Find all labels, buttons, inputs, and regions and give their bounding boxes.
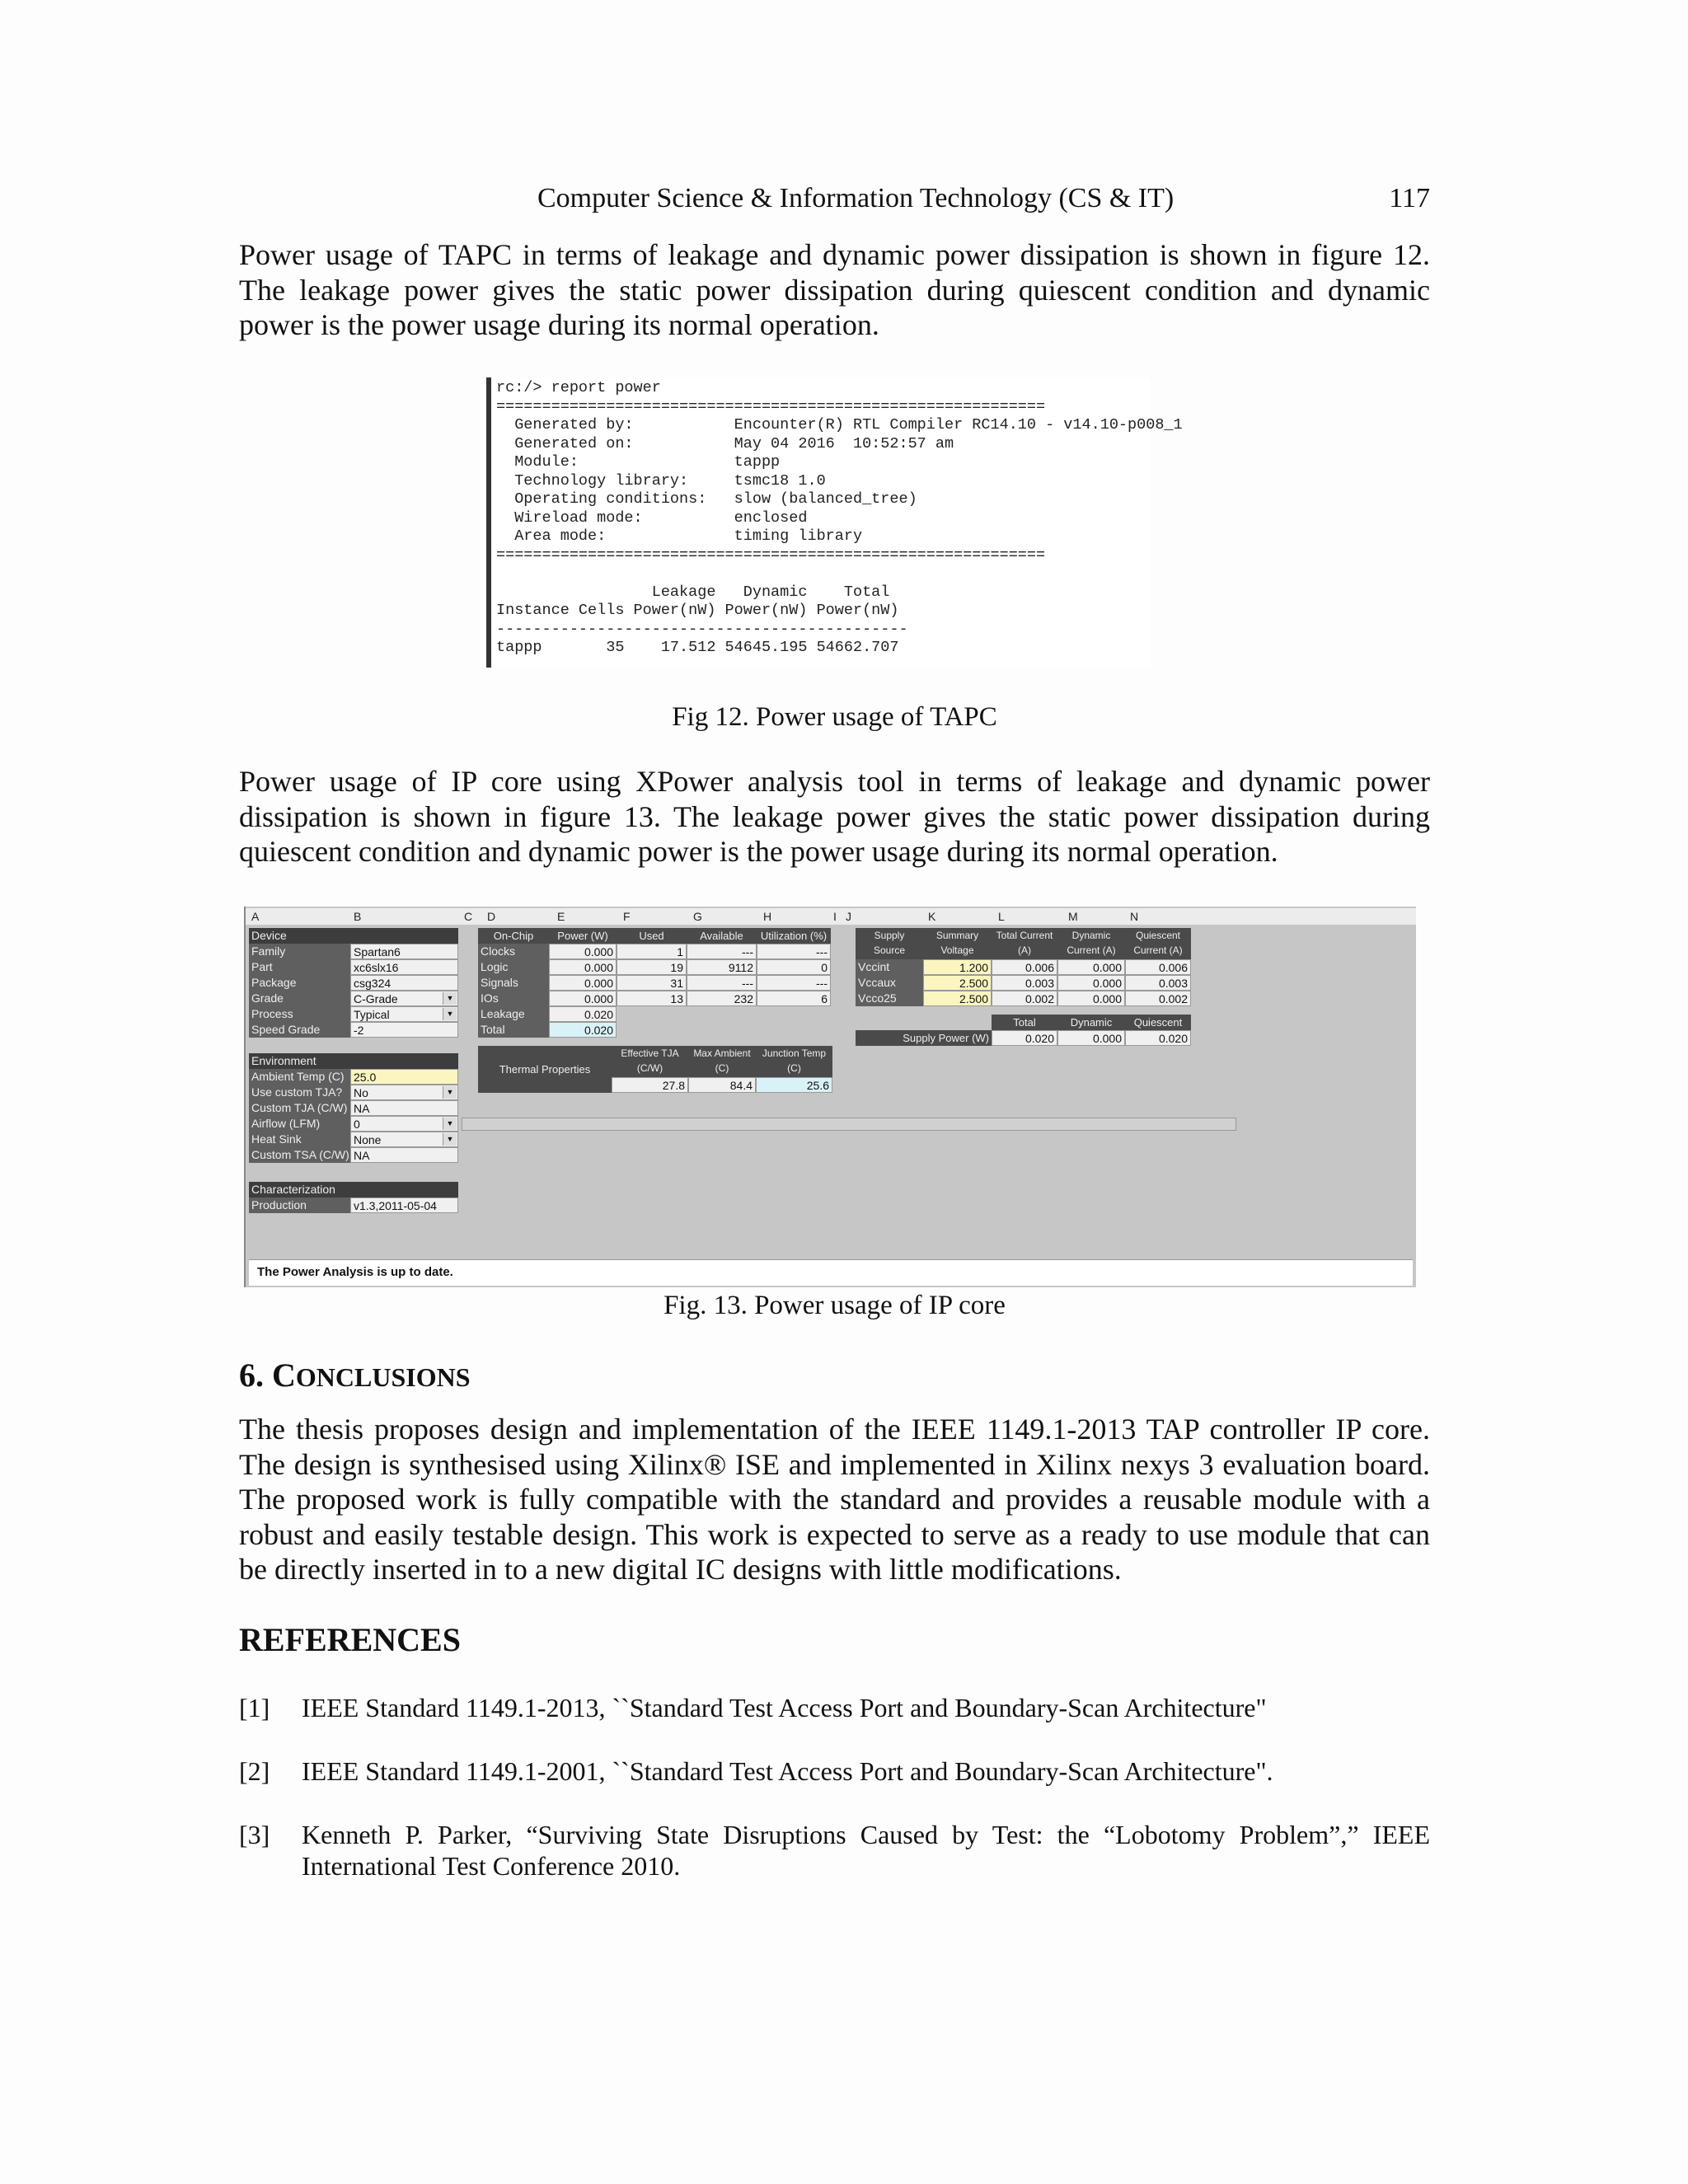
section-title-initial: C	[272, 1357, 296, 1394]
device-header: Device	[249, 928, 458, 944]
reference-number: [1]	[239, 1693, 270, 1722]
environment-value: NA	[350, 1100, 458, 1116]
section-heading-conclusions	[239, 1356, 471, 1394]
supply-cell: 0.006	[992, 959, 1057, 975]
onchip-cell: Signals	[478, 975, 549, 991]
column-letter: M	[1068, 910, 1078, 923]
terminal-text: rc:/> report power ============================================================ Generated by: Encounter(R) RTL Compiler RC14.10 - v14.10-p008_1 Generated on: May 04 2016 10:52:57 am Module: tappp Technology library: tsmc18 1.0 Operating conditions: slow (balanced_tree) Wireload mode: enclosed Area mode: timing library ============================================================ Leakage Dynamic Total Instance Cells Power(nW) Power(nW) Power(nW) --------------------------------------------- tappp 35 17.512 54645.195 54662.707	[496, 379, 1183, 656]
paragraph-conclusions: The thesis proposes design and implementation of the IEEE 1149.1-2013 TAP controller IP core. The design is synthesised using Xilinx® ISE and implemented in Xilinx nexys 3 evaluation board. The proposed work is fully compatible with the standard and provides a reusable module with a robust and easily testable design. This work is expected to serve as a ready to use module that can be directly inserted in to a new digital IC designs with little modifications.	[239, 1413, 1430, 1586]
characterization-value: v1.3,2011-05-04	[350, 1197, 458, 1213]
onchip-header: On-Chip	[478, 928, 549, 944]
device-value: -2	[350, 1022, 458, 1038]
column-letter: K	[928, 910, 936, 923]
leakage-value: 0.020	[549, 1006, 617, 1022]
thermal-value: 84.4	[688, 1077, 756, 1093]
thermal-header: Effective TJA (C/W)	[612, 1046, 688, 1077]
environment-header: Environment	[249, 1053, 458, 1069]
environment-value: 25.0	[350, 1069, 458, 1085]
fig13-caption: Fig. 13. Power usage of IP core	[663, 1291, 1006, 1320]
device-label: Family	[249, 944, 350, 959]
device-select[interactable]: Typical ▼	[350, 1006, 458, 1022]
column-letter: B	[354, 910, 362, 923]
divider-bar	[462, 1118, 1236, 1131]
thermal-header: Max Ambient (C)	[688, 1046, 756, 1077]
onchip-cell: ---	[757, 975, 831, 991]
supply-header: Quiescent Current (A)	[1125, 928, 1191, 959]
column-letter: E	[557, 910, 565, 923]
reference-text: IEEE Standard 1149.1-2013, ``Standard Test Access Port and Boundary-Scan Architecture"	[302, 1693, 1267, 1722]
supply-cell: 2.500	[923, 991, 992, 1006]
supply-cell: 0.006	[1125, 959, 1191, 975]
reference-item	[239, 1819, 1430, 1882]
chevron-down-icon[interactable]: ▼	[443, 992, 457, 1005]
onchip-cell: 1	[617, 944, 687, 959]
thermal-value: 25.6	[756, 1077, 832, 1093]
device-label: Part	[249, 959, 350, 975]
environment-select[interactable]: None ▼	[350, 1132, 458, 1147]
supply-cell: 0.000	[1057, 975, 1125, 991]
supply-header: Dynamic Current (A)	[1057, 928, 1125, 959]
reference-number: [2]	[239, 1756, 270, 1786]
column-letter: L	[998, 910, 1005, 923]
device-label: Grade	[249, 991, 350, 1006]
supply-cell: 0.002	[1125, 991, 1191, 1006]
page-number: 117	[1389, 183, 1430, 213]
onchip-cell: 31	[617, 975, 687, 991]
device-value: csg324	[350, 975, 458, 991]
status-bar: The Power Analysis is up to date.	[249, 1259, 1413, 1286]
supply-cell: 0.003	[992, 975, 1057, 991]
column-letter: N	[1130, 910, 1139, 923]
column-letter: G	[693, 910, 702, 923]
supply-cell: 0.002	[992, 991, 1057, 1006]
supply-cell: Vcco25	[856, 991, 923, 1006]
environment-label: Use custom TJA?	[249, 1085, 350, 1100]
onchip-header: Power (W)	[549, 928, 617, 944]
leakage-label: Leakage	[478, 1006, 549, 1022]
supply-cell: 2.500	[923, 975, 992, 991]
device-value: Spartan6	[350, 944, 458, 959]
thermal-header: Junction Temp (C)	[756, 1046, 832, 1077]
device-label: Process	[249, 1006, 350, 1022]
supply-cell: Vccaux	[856, 975, 923, 991]
reference-item	[239, 1692, 1430, 1723]
journal-title: Computer Science & Information Technology (CS & IT)	[537, 183, 1175, 213]
column-letter: D	[487, 910, 496, 923]
environment-label: Heat Sink	[249, 1132, 350, 1147]
column-letter: H	[763, 910, 772, 923]
supply-power-header: Total	[992, 1015, 1057, 1030]
thermal-label: Thermal Properties	[478, 1046, 612, 1093]
column-letter: I	[833, 910, 837, 923]
supply-cell: Vccint	[856, 959, 923, 975]
environment-value: NA	[350, 1147, 458, 1163]
onchip-cell: IOs	[478, 991, 549, 1006]
fig13-xpower-screenshot	[244, 907, 1416, 1287]
column-letter: F	[623, 910, 631, 923]
section-number: 6.	[239, 1357, 272, 1394]
supply-header: Total Current (A)	[992, 928, 1057, 959]
supply-power-header: Quiescent	[1125, 1015, 1191, 1030]
onchip-cell: 232	[687, 991, 757, 1006]
reference-item	[239, 1755, 1430, 1787]
environment-select[interactable]: 0 ▼	[350, 1116, 458, 1132]
references-heading: REFERENCES	[239, 1621, 461, 1658]
supply-header: Summary Voltage	[923, 928, 992, 959]
onchip-cell: 0.000	[549, 975, 617, 991]
environment-select[interactable]: No ▼	[350, 1085, 458, 1100]
characterization-header: Characterization	[249, 1182, 458, 1197]
paragraph-fig13-intro: Power usage of IP core using XPower analysis tool in terms of leakage and dynamic power dissipation is shown in figure 13. The leakage power gives the static power dissipation during quiescent condition and dynamic power is the power usage during its normal operation.	[239, 765, 1430, 868]
onchip-header: Used	[617, 928, 687, 944]
reference-number: [3]	[239, 1820, 270, 1849]
total-label: Total	[478, 1022, 549, 1038]
supply-power-value: 0.020	[1125, 1030, 1191, 1046]
chevron-down-icon[interactable]: ▼	[443, 1118, 457, 1130]
onchip-cell: Logic	[478, 959, 549, 975]
reference-text: IEEE Standard 1149.1-2001, ``Standard Test Access Port and Boundary-Scan Architecture".	[302, 1756, 1273, 1786]
supply-power-value: 0.000	[1057, 1030, 1125, 1046]
onchip-cell: Clocks	[478, 944, 549, 959]
column-letter: A	[251, 910, 260, 923]
supply-power-header: Dynamic	[1057, 1015, 1125, 1030]
chevron-down-icon[interactable]: ▼	[443, 1008, 457, 1020]
supply-cell: 0.000	[1057, 959, 1125, 975]
environment-label: Custom TJA (C/W)	[249, 1100, 350, 1116]
supply-cell: 1.200	[923, 959, 992, 975]
device-label: Package	[249, 975, 350, 991]
supply-cell: 0.000	[1057, 991, 1125, 1006]
environment-label: Custom TSA (C/W)	[249, 1147, 350, 1163]
supply-cell: 0.003	[1125, 975, 1191, 991]
column-letter: C	[464, 910, 473, 923]
reference-text: Kenneth P. Parker, “Surviving State Disruptions Caused by Test: the “Lobotomy Problem”,” IEEE International Test Conference 2010.	[302, 1820, 1430, 1881]
environment-label: Ambient Temp (C)	[249, 1069, 350, 1085]
supply-power-label: Supply Power (W)	[856, 1030, 992, 1046]
device-label: Speed Grade	[249, 1022, 350, 1038]
total-value: 0.020	[549, 1022, 617, 1038]
onchip-header: Utilization (%)	[757, 928, 831, 944]
onchip-cell: 0.000	[549, 959, 617, 975]
chevron-down-icon[interactable]: ▼	[443, 1133, 457, 1146]
onchip-cell: 0.000	[549, 944, 617, 959]
column-letter: J	[846, 910, 851, 923]
onchip-cell: 0.000	[549, 991, 617, 1006]
device-select[interactable]: C-Grade ▼	[350, 991, 458, 1006]
thermal-value: 27.8	[612, 1077, 688, 1093]
fig12-caption: Fig 12. Power usage of TAPC	[672, 702, 997, 732]
supply-power-value: 0.020	[992, 1030, 1057, 1046]
onchip-cell: ---	[687, 975, 757, 991]
onchip-header: Available	[687, 928, 757, 944]
device-value: xc6slx16	[350, 959, 458, 975]
paragraph-fig12-intro: Power usage of TAPC in terms of leakage and dynamic power dissipation is shown in figure 12. The leakage power gives the static power dissipation during quiescent condition and dynamic power is the power usage during its normal operation.	[239, 238, 1430, 341]
supply-header: Supply Source	[856, 928, 923, 959]
environment-label: Airflow (LFM)	[249, 1116, 350, 1132]
onchip-cell: 0	[757, 959, 831, 975]
characterization-label: Production	[249, 1197, 350, 1213]
chevron-down-icon[interactable]: ▼	[443, 1086, 457, 1099]
onchip-cell: 13	[617, 991, 687, 1006]
onchip-cell: 6	[757, 991, 831, 1006]
onchip-cell: ---	[757, 944, 831, 959]
onchip-cell: ---	[687, 944, 757, 959]
onchip-cell: 19	[617, 959, 687, 975]
section-title-rest: ONCLUSIONS	[295, 1362, 471, 1392]
onchip-cell: 9112	[687, 959, 757, 975]
fig12-terminal-output	[486, 377, 1183, 668]
